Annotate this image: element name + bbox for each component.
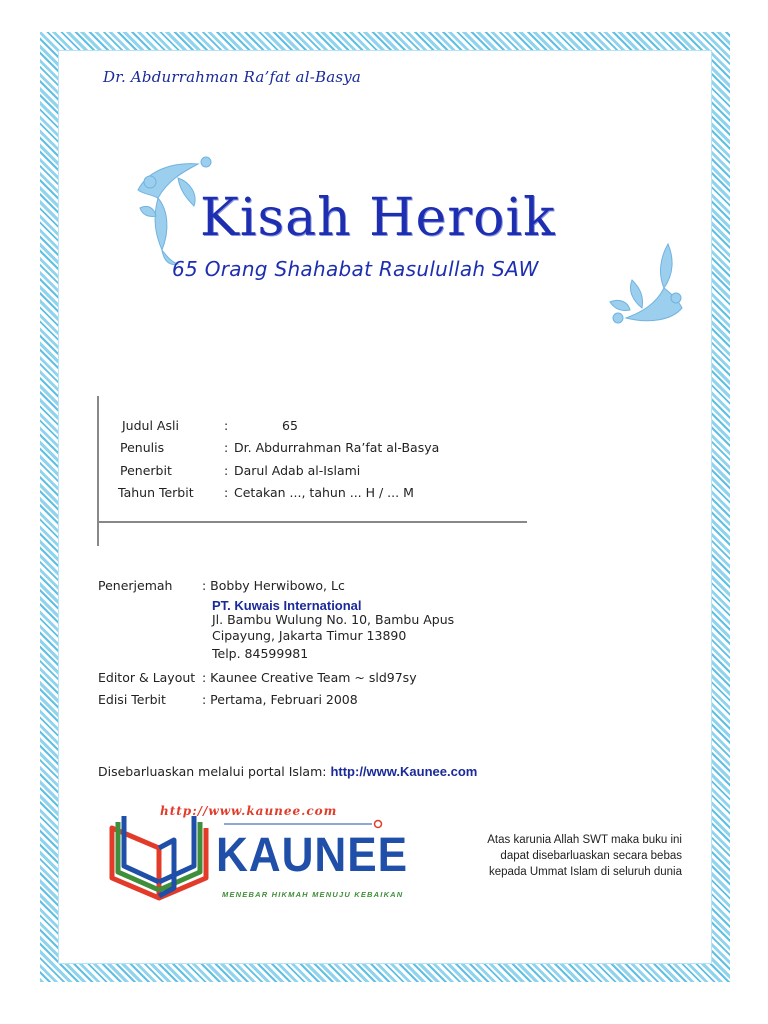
distribution-line — [98, 764, 477, 779]
penerjemah-label: Penerjemah — [98, 578, 173, 593]
credit-line-2: dapat disebarluaskan secara bebas — [500, 850, 682, 862]
edisi-label: Edisi Terbit — [98, 692, 166, 707]
credit-line-3: kepada Ummat Islam di seluruh dunia — [488, 866, 682, 878]
info-sep-penulis: : — [224, 440, 229, 455]
floral-ornament-bottom-right — [602, 238, 692, 328]
info-label-judul: Judul Asli — [122, 418, 179, 433]
penerjemah-value: : Bobby Herwibowo, Lc — [202, 578, 345, 593]
info-label-penerbit: Penerbit — [120, 463, 172, 478]
logo-url-text: http://www.kaunee.com — [160, 804, 338, 818]
info-box-divider — [97, 521, 527, 523]
editor-label: Editor & Layout — [98, 670, 196, 685]
logo-name: KAUNEE — [216, 829, 408, 882]
publisher-address-line1: Jl. Bambu Wulung No. 10, Bambu Apus — [212, 612, 455, 627]
info-label-penulis: Penulis — [120, 440, 165, 455]
book-title: Kisah Heroik — [200, 188, 556, 248]
publisher-phone: Telp. 84599981 — [212, 646, 309, 661]
editor-value: : Kaunee Creative Team ~ sld97sy — [202, 670, 417, 685]
logo-tagline: MENEBAR HIKMAH MENUJU KEBAIKAN — [222, 890, 404, 899]
credit-line-1: Atas karunia Allah SWT maka buku ini — [487, 834, 682, 846]
info-label-tahun: Tahun Terbit — [118, 485, 194, 500]
kaunee-logo — [104, 800, 408, 910]
publisher-address-line2: Cipayung, Jakarta Timur 13890 — [212, 628, 407, 643]
book-subtitle: 65 Orang Shahabat Rasulullah SAW — [172, 257, 539, 281]
info-value-tahun: Cetakan ..., tahun ... H / ... M — [234, 485, 414, 500]
publisher-name: PT. Kuwais International — [212, 598, 362, 613]
edisi-value: : Pertama, Februari 2008 — [202, 692, 358, 707]
info-sep-judul: : — [224, 418, 229, 433]
distribution-text: Disebarluaskan melalui portal Islam: — [98, 764, 331, 779]
author-name: Dr. Abdurrahman Ra’fat al-Basya — [103, 68, 362, 86]
info-value-penerbit: Darul Adab al-Islami — [234, 463, 361, 478]
kaunee-link[interactable]: http://www.Kaunee.com — [330, 764, 478, 779]
info-value-judul: 65 — [282, 418, 298, 433]
info-value-penulis: Dr. Abdurrahman Ra’fat al-Basya — [234, 440, 440, 455]
info-sep-penerbit: : — [224, 463, 229, 478]
info-sep-tahun: : — [224, 485, 229, 500]
